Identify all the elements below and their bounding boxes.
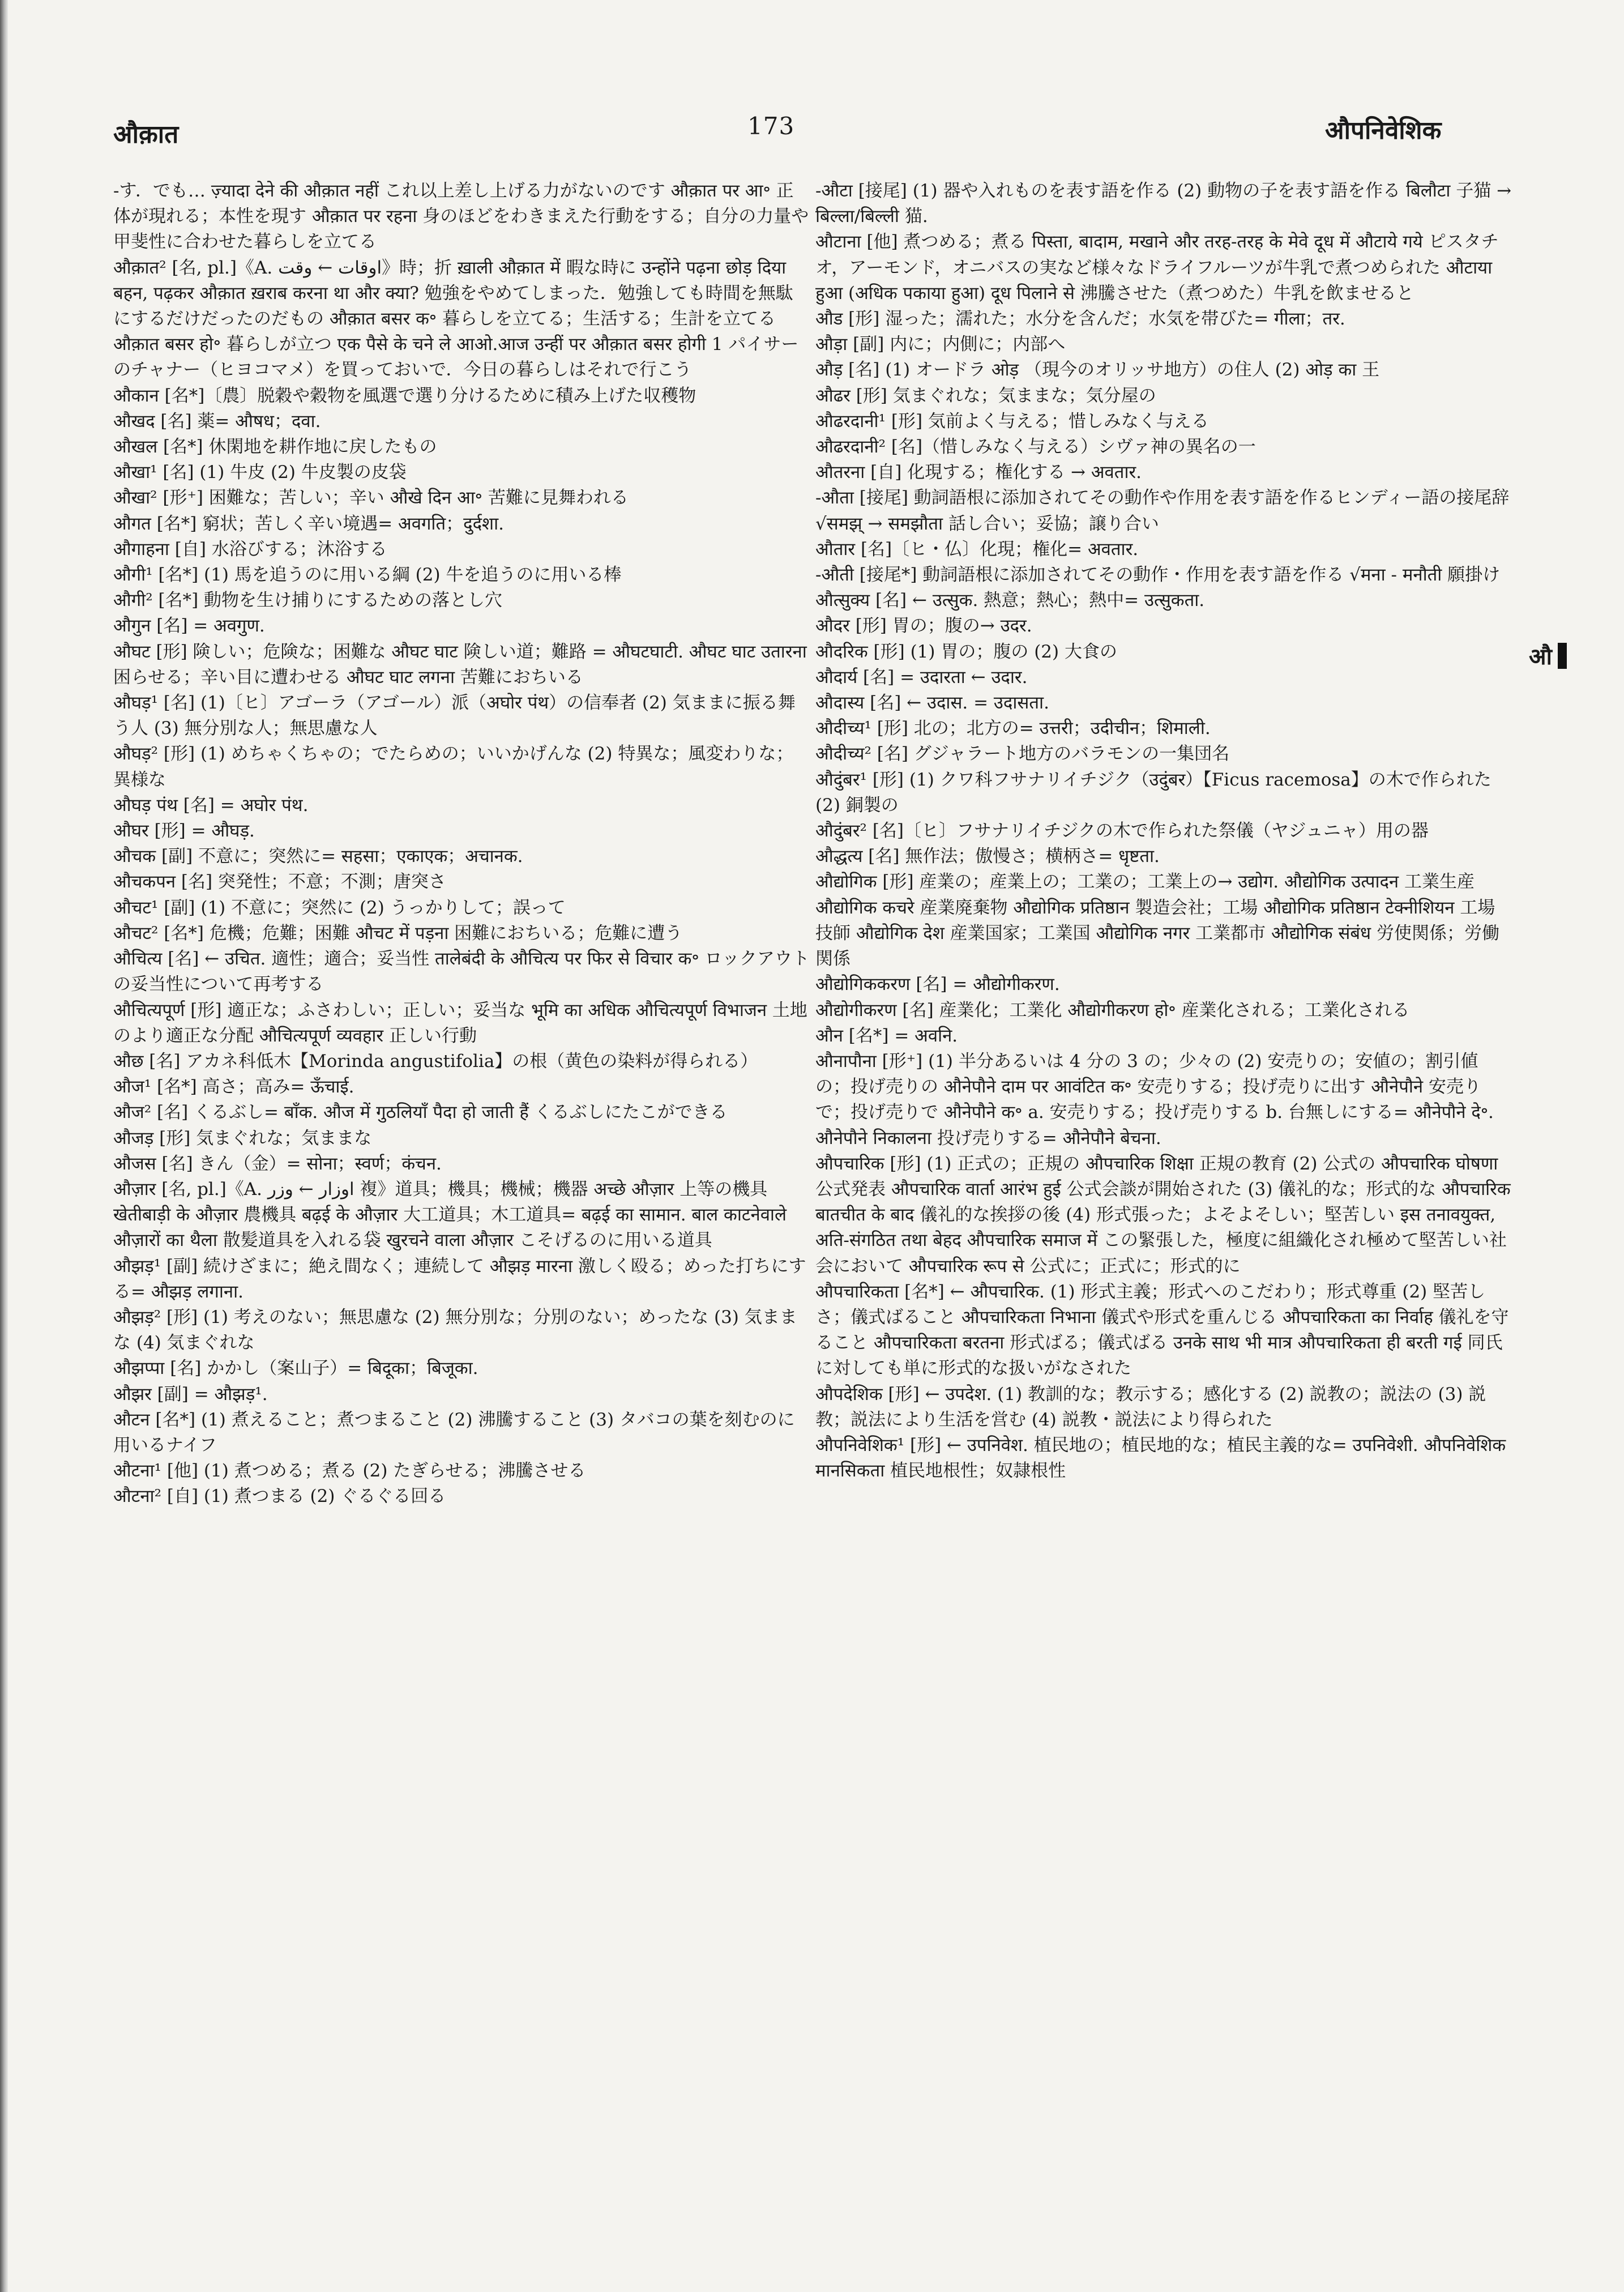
right-column <box>815 178 1512 1484</box>
dictionary-entry: औपनिवेशिक¹ [形] ← उपनिवेश. 植民地の；植民地的な；植民主義的な= उपनिवेशी. औपनिवेशिक मानसिकता 植民地根性；奴隷根性 <box>815 1435 1506 1482</box>
dictionary-entry: औद्योगिककरण [名] = औद्योगीकरण. <box>815 974 1060 995</box>
dictionary-entry: औचट² [名*] 危機；危難；困難 औचट में पड़ना 困難におちいる；危難に遭う <box>113 923 683 944</box>
dictionary-entry: औघट [形] 険しい；危険な；困難な औघट घाट 険しい道；難路 = औघटघाटी. औघट घाट उतारना 困らせる；辛い目に遭わせる औघट घाट लगना 苦難におちいる <box>113 641 807 688</box>
dictionary-entry: औझड़¹ [副] 続けざまに；絶え間なく；連続して औझड़ मारना 激しく殴る；めった打ちにする= औझड़ लगाना. <box>113 1256 806 1302</box>
dictionary-entry: औड़ा [副] 内に；内側に；内部へ <box>815 334 1066 355</box>
dictionary-entry: औगत [名*] 窮状；苦しく辛い境遇= अवगति；दुर्दशा. <box>113 513 505 534</box>
dictionary-entry: औखल [名*] 休閑地を耕作地に戻したもの <box>113 437 437 458</box>
thumb-index-marker <box>1558 643 1567 669</box>
dictionary-entry: -औती [接尾*] 動詞語根に添加されてその動作・作用を表す語を作る √मना - मनौती 願掛け <box>815 565 1501 586</box>
dictionary-entry: औतरना [自] 化現する；権化する → अवतार. <box>815 462 1142 483</box>
dictionary-entry: औपचारिकता [名*] ← औपचारिक. (1) 形式主義；形式へのこだわり；形式尊重 (2) 堅苦しさ；儀式ばること औपचारिकता निभाना 儀式や形式を重んじる औपचारिकता का निर्वाह 儀礼を守ること औपचारिकता बरतना 形式ばる；儀式ばる उनके साथ भी मात्र औपचारिकता ही बरती गई 同氏に対しても単に形式的な扱いがなされた <box>815 1281 1509 1379</box>
dictionary-entry: औजड़ [形] 気まぐれな；気ままな <box>113 1128 372 1149</box>
dictionary-entry: औदास्य [名] ← उदास. = उदासता. <box>815 693 1049 714</box>
dictionary-entry: औघर [形] = औघड़. <box>113 821 255 842</box>
dictionary-entry: औखा² [形⁺] 困難な；苦しい；辛い औखे दिन आ॰ 苦難に見舞われる <box>113 488 629 509</box>
dictionary-entry: औछ [名] アカネ科低木【Morinda angustifolia】の根（黄色の染料が得られる） <box>113 1051 758 1072</box>
dictionary-entry: औढरदानी¹ [形] 気前よく与える；惜しみなく与える <box>815 411 1209 432</box>
dictionary-entry: औगाहना [自] 水浴びする；沐浴する <box>113 539 387 560</box>
dictionary-entry: -औता [接尾] 動詞語根に添加されてその動作や作用を表す語を作るヒンディー語の接尾辞 √समझ् → समझौता 話し合い；妥協；譲り合い <box>815 488 1510 534</box>
dictionary-entry: औचकपन [名] 突発性；不意；不測；唐突さ <box>113 872 446 893</box>
dictionary-entry: -す．でも… ज़्यादा देने की औक़ात नहीं これ以上差し上げる力がないのです औक़ात पर आ॰ 正体が現れる；本性を現す औक़ात पर रहना 身のほどをわきまえた行動をする；自分の力量や甲斐性に合わせた暮らしを立てる <box>113 181 809 253</box>
dictionary-entry: औदरिक [形] (1) 胃の；腹の (2) 大食の <box>815 641 1117 662</box>
dictionary-entry: औझर [副] = औझड़¹. <box>113 1384 268 1405</box>
header-guide-word-left: औक़ात <box>113 120 179 149</box>
dictionary-entry: औझप्पा [名] かかし（案山子）= बिदूका；बिजूका. <box>113 1358 478 1379</box>
dictionary-entry: औकान [名*]〔農〕脱穀や穀物を風選で選り分けるために積み上げた収穫物 <box>113 385 696 406</box>
dictionary-entry: औझड़² [形] (1) 考えのない；無思慮な (2) 無分別な；分別のない；めったな (3) 気ままな (4) 気まぐれな <box>113 1307 797 1354</box>
dictionary-entry: औक़ात² [名, pl.]《A. اوقات ← وقت》時；折 ख़ाली औक़ात में 暇な時に उन्होंने पढ़ना छोड़ दिया बहन, पढ़कर औक़ात ख़राब करना था और क्या? 勉強をやめてしまった．勉強しても時間を無駄にするだけだったのだもの औक़ात बसर क॰ 暮らしを立てる；生活する；生計を立てる औक़ात बसर हो॰ 暮らしが立つ एक पैसे के चने ले आओ.आज उन्हीं पर औक़ात बसर होगी 1 パイサーのチャナー（ヒヨコマメ）を買っておいで．今日の暮らしはそれで行こう <box>113 257 799 381</box>
dictionary-entry: औजस [名] きん（金）= सोना；स्वर्ण；कंचन. <box>113 1153 442 1174</box>
left-column <box>113 178 810 1510</box>
dictionary-entry: औगुन [名] = अवगुण. <box>113 616 265 637</box>
dictionary-entry: औखा¹ [名] (1) 牛皮 (2) 牛皮製の皮袋 <box>113 462 407 483</box>
dictionary-entry: औपचारिक [形] (1) 正式の；正規の औपचारिक शिक्षा 正規の教育 (2) 公式の औपचारिक घोषणा 公式発表 औपचारिक वार्ता आरंभ हुई 公式会談が開始された (3) 儀礼的な；形式的な औपचारिक बातचीत के बाद 儀礼的な挨拶の後 (4) 形式張った；よそよそしい；堅苦しい इस तनावयुक्त, अति-संगठित तथा बेहद औपचारिक समाज में この緊張した，極度に組織化され極めて堅苦しい社会において औपचारिक रूप से 公式に；正式に；形式的に <box>815 1153 1511 1277</box>
dictionary-entry: औचित्य [名] ← उचित. 適性；適合；妥当性 तालेबंदी के औचित्य पर फिर से विचार क॰ ロックアウトの妥当性について再考する <box>113 949 810 995</box>
dictionary-entry: औदार्य [名] = उदारता ← उदार. <box>815 667 1028 688</box>
dictionary-entry: औनापौना [形⁺] (1) 半分あるいは 4 分の 3 の；少々の (2) 安売りの；安値の；割引値の；投げ売りの औनेपौने दाम पर आवंटित क॰ 安売りする；投げ売りに出す औनेपौने 安売りで；投げ売りで औनेपौने क॰ a. 安売りする；投げ売りする b. 台無しにする= औनेपौने दे॰. औनेपौने निकालना 投げ売りする= औनेपौने बेचना. <box>815 1051 1494 1149</box>
dictionary-entry: औढरदानी² [名]（惜しみなく与える）シヴァ神の異名の一 <box>815 437 1256 458</box>
dictionary-entry: औगी¹ [名*] (1) 馬を追うのに用いる綱 (2) 牛を追うのに用いる棒 <box>113 565 622 586</box>
dictionary-entry: औड [形] 湿った；濡れた；水分を含んだ；水気を帯びた= गीला；तर. <box>815 309 1345 330</box>
thumb-index-letter: औ <box>1529 643 1552 670</box>
dictionary-entry: औटन [名*] (1) 煮えること；煮つまること (2) 沸騰すること (3) タバコの葉を刻むのに用いるナイフ <box>113 1409 795 1456</box>
dictionary-entry: औतार [名]〔ヒ・仏〕化現；権化= अवतार. <box>815 539 1139 560</box>
dictionary-entry: औदीच्य¹ [形] 北の；北方の= उत्तरी；उदीचीन；शिमाली. <box>815 718 1211 739</box>
dictionary-entry: औघड़² [形] (1) めちゃくちゃの；でたらめの；いいかげんな (2) 特異な；風変わりな；異様な <box>113 744 794 790</box>
thumb-index-tab <box>1529 640 1567 671</box>
dictionary-entry: औड़ [名] (1) オードラ ओड़ （現今のオリッサ地方）の住人 (2) ओड़ का 王 <box>815 360 1380 381</box>
dictionary-entry: औचित्यपूर्ण [形] 適正な；ふさわしい；正しい；妥当な भूमि का अधिक औचित्यपूर्ण विभाजन 土地のより適正な分配 औचित्यपूर्ण व्यवहार 正しい行動 <box>113 1000 807 1046</box>
page-number: 173 <box>747 112 795 140</box>
dictionary-entry: औघड़ पंथ [名] = अघोर पंथ. <box>113 795 309 816</box>
dictionary-entry: औदुंबर¹ [形] (1) クワ科フサナリイチジク（उदुंबर）【Ficus racemosa】の木で作られた (2) 銅製の <box>815 769 1491 816</box>
dictionary-entry: औटना¹ [他] (1) 煮つめる；煮る (2) たぎらせる；沸騰させる <box>113 1461 586 1482</box>
dictionary-entry: औघड़¹ [名] (1)〔ヒ〕アゴーラ（アゴール）派（अघोर पंथ）の信奉者 (2) 気ままに振る舞う人 (3) 無分別な人；無思慮な人 <box>113 693 796 739</box>
dictionary-entry: औटाना [他] 煮つめる；煮る पिस्ता, बादाम, मखाने और तरह-तरह के मेवे दूध में औटाये गये ピスタチオ，アーモンド，オニバスの実など様々なドライフルーツが牛乳で煮つめられた औटाया हुआ (अधिक पकाया हुआ) दूध पिलाने से 沸騰させた（煮つめた）牛乳を飲ませると <box>815 232 1499 304</box>
dictionary-entry: औज¹ [名*] 高さ；高み= ऊँचाई. <box>113 1077 354 1098</box>
dictionary-entry: औखद [名] 薬= औषध；दवा. <box>113 411 321 432</box>
header-guide-word-right: औपनिवेशिक <box>1325 116 1442 145</box>
dictionary-entry: औज़ार [名, pl.]《A. اوزار ← وزر 複》道具；機具；機械；機器 अच्छे औज़ार 上等の機具 खेतीबाड़ी के औज़ार 農機具 बढ़ई के औज़ार 大工道具；木工道具= बढ़ई का सामान. बाल काटनेवाले औज़ारों का थैला 散髪道具を入れる袋 खुरचने वाला औज़ार こそげるのに用いる道具 <box>113 1179 787 1251</box>
dictionary-entry: -औटा [接尾] (1) 器や入れものを表す語を作る (2) 動物の子を表す語を作る बिलौटा 子猫 → बिल्ला/बिल्ली 猫. <box>815 181 1512 227</box>
dictionary-entry: औढर [形] 気まぐれな；気ままな；気分屋の <box>815 385 1156 406</box>
dictionary-entry: औद्योगिक [形] 産業の；産業上の；工業の；工業上の→ उद्योग. औद्योगिक उत्पादन 工業生産 औद्योगिक कचरे 産業廃棄物 औद्योगिक प्रतिष्ठान 製造会社；工場 औद्योगिक प्रतिष्ठान टेक्नीशियन 工場技師 औद्योगिक देश 産業国家；工業国 औद्योगिक नगर 工業都市 औद्योगिक संबंध 労使関係；労働関係 <box>815 872 1499 970</box>
dictionary-entry: औदर [形] 胃の；腹の→ उदर. <box>815 616 1032 637</box>
dictionary-entry: औद्धत्य [名] 無作法；傲慢さ；横柄さ= धृष्टता. <box>815 846 1160 867</box>
dictionary-entry: औत्सुक्य [名] ← उत्सुक. 熱意；熱心；熱中= उत्सुकता. <box>815 590 1205 611</box>
dictionary-entry: औचक [副] 不意に；突然に= सहसा；एकाएक；अचानक. <box>113 846 523 867</box>
dictionary-entry: औटना² [自] (1) 煮つまる (2) ぐるぐる回る <box>113 1486 446 1507</box>
dictionary-entry: औपदेशिक [形] ← उपदेश. (1) 教訓的な；教示する；感化する (2) 説教の；説法の (3) 説教；説法により生活を営む (4) 説教・説法により得られた <box>815 1384 1486 1430</box>
dictionary-entry: औदुंबर² [名]〔ヒ〕フサナリイチジクの木で作られた祭儀（ヤジュニャ）用の器 <box>815 821 1429 842</box>
dictionary-entry: औदीच्य² [名] グジャラート地方のバラモンの一集団名 <box>815 744 1230 765</box>
dictionary-entry: औद्योगीकरण [名] 産業化；工業化 औद्योगीकरण हो॰ 産業化される；工業化される <box>815 1000 1410 1021</box>
dictionary-entry: औज² [名] くるぶし= बाँक. औज में गुठलियाँ पैदा हो जाती हैं くるぶしにたこができる <box>113 1102 728 1123</box>
dictionary-entry: औगी² [名*] 動物を生け捕りにするための落とし穴 <box>113 590 503 611</box>
dictionary-entry: औचट¹ [副] (1) 不意に；突然に (2) うっかりして；誤って <box>113 897 566 918</box>
dictionary-entry: औन [名*] = अवनि. <box>815 1025 958 1046</box>
scan-edge <box>0 0 8 2292</box>
